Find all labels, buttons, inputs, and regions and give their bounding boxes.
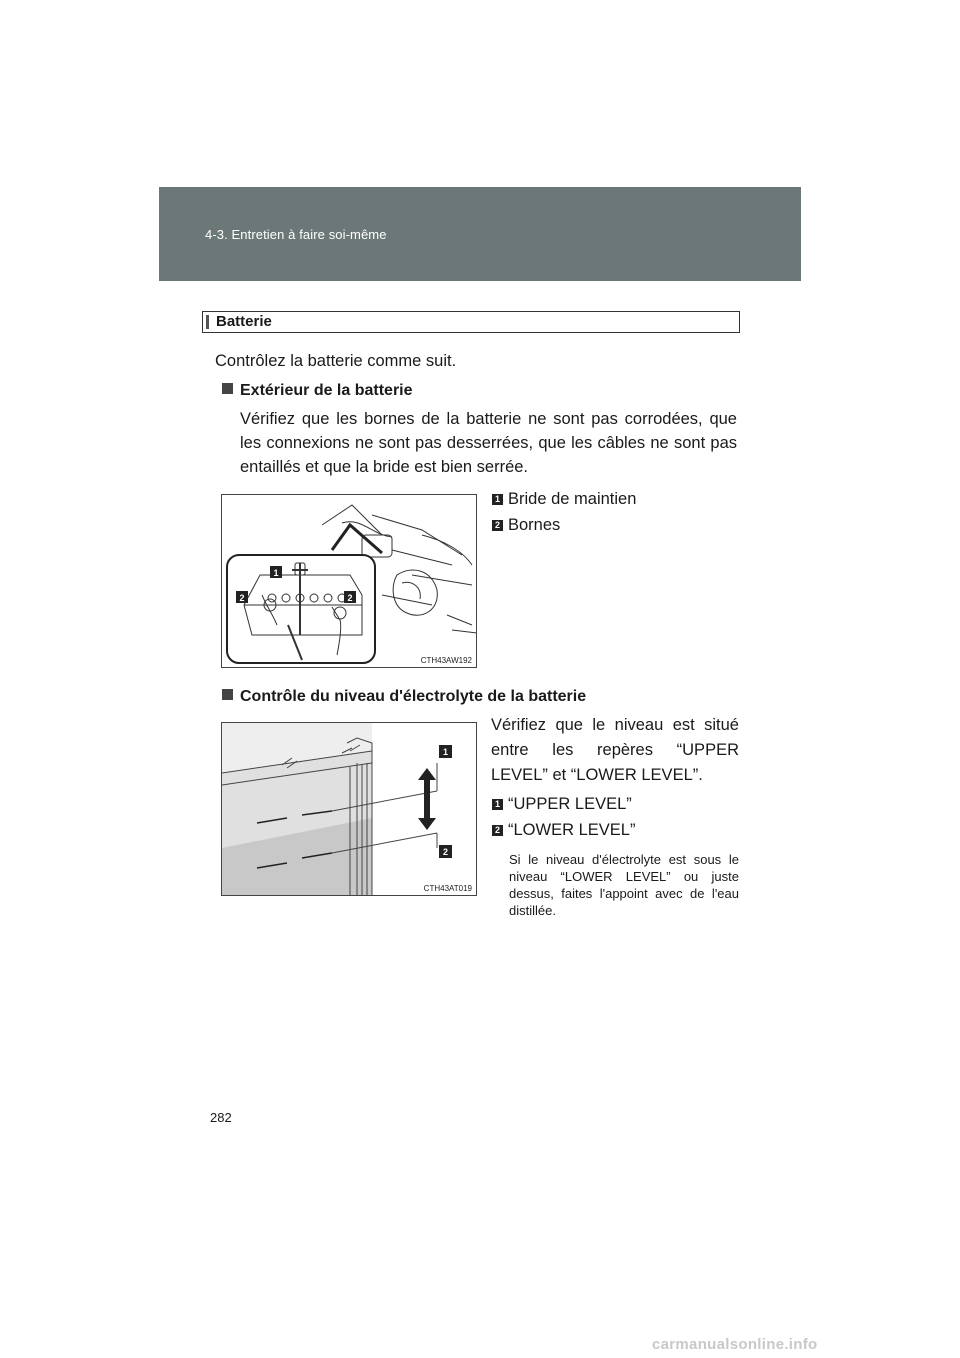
square-bullet-icon bbox=[222, 383, 233, 394]
electrolyte-level-figure bbox=[221, 722, 477, 896]
watermark: carmanualsonline.info bbox=[652, 1336, 818, 1353]
number-badge: 2 bbox=[492, 520, 503, 531]
battery-engine-illustration bbox=[222, 495, 477, 668]
page-number: 282 bbox=[210, 1110, 232, 1125]
battery-exterior-figure bbox=[221, 494, 477, 668]
figure-code: CTH43AW192 bbox=[420, 656, 472, 665]
exterior-heading: Extérieur de la batterie bbox=[222, 382, 413, 400]
figure-code: CTH43AT019 bbox=[423, 884, 472, 893]
callout-1: 1 bbox=[442, 747, 449, 757]
electrolyte-heading: Contrôle du niveau d'électrolyte de la batterie bbox=[222, 688, 586, 706]
section-marker bbox=[206, 315, 209, 329]
number-badge: 1 bbox=[492, 494, 503, 505]
section-title-box bbox=[202, 311, 740, 333]
battery-level-illustration bbox=[222, 723, 477, 896]
legend-item-2: 2 Bornes bbox=[492, 516, 560, 535]
number-badge: 1 bbox=[492, 799, 503, 810]
callout-2-left: 2 bbox=[239, 593, 245, 603]
callout-2-right: 2 bbox=[347, 593, 353, 603]
chapter-title: 4-3. Entretien à faire soi-même bbox=[205, 227, 387, 242]
electrolyte-note: Si le niveau d'électrolyte est sous le niveau “LOWER LEVEL” ou juste dessus, faites l'appoint avec de l'eau distillée. bbox=[509, 852, 739, 918]
exterior-body: Vérifiez que les bornes de la batterie ne sont pas corrodées, que les connexions ne sont pas desserrées, que les câbles ne sont pas entaillés et que la bride est bien serrée. bbox=[240, 410, 737, 476]
square-bullet-icon bbox=[222, 689, 233, 700]
callout-2: 2 bbox=[442, 847, 449, 857]
legend-item-1: 1 Bride de maintien bbox=[492, 490, 636, 509]
number-badge: 2 bbox=[492, 825, 503, 836]
figure-callouts bbox=[439, 745, 452, 858]
legend-item-upper: 1 “UPPER LEVEL” bbox=[492, 795, 632, 814]
callout-1: 1 bbox=[273, 568, 279, 578]
legend-item-lower: 2 “LOWER LEVEL” bbox=[492, 821, 635, 840]
section-title: Batterie bbox=[216, 313, 272, 330]
electrolyte-body: Vérifiez que le niveau est situé entre les repères “UPPER LEVEL” et “LOWER LEVEL”. bbox=[491, 716, 739, 784]
intro-text: Contrôlez la batterie comme suit. bbox=[215, 352, 457, 370]
